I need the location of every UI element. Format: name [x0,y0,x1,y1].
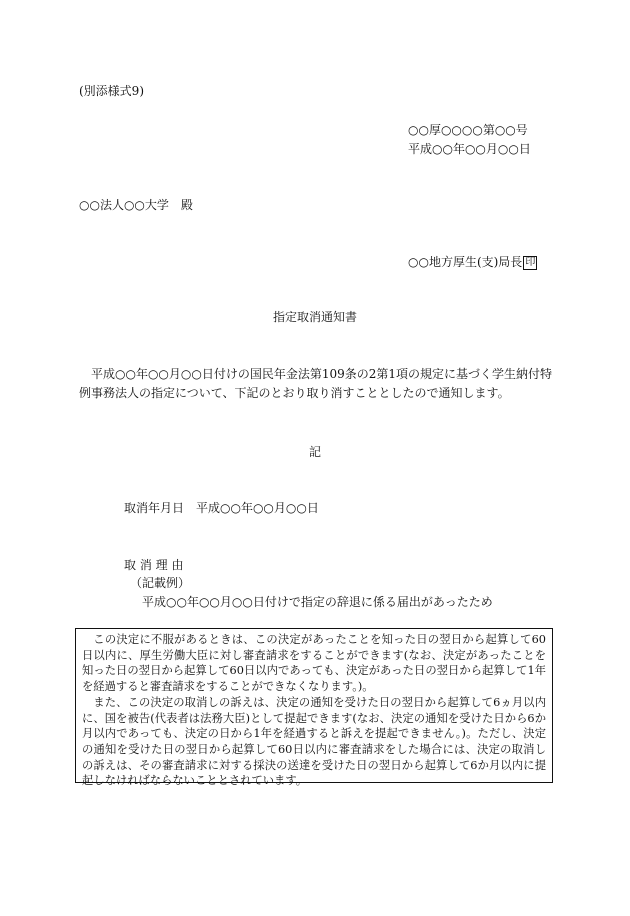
appeal-notice-paragraph-1: この決定に不服があるときは、この決定があったことを知った日の翌日から起算して60日以内に、厚生労働大臣に対し審査請求をすることができます(なお、決定があったことを知った日の翌日から起算して60日以内であっても、決定があった日の翌日から起算して1年を経過すると審査請求をすることができなくなります。)。 [82,633,546,694]
body-line-1: 平成○○年○○月○○日付けの国民年金法第109条の2第1項の規定に基づく学生納付特 [91,367,553,381]
ki-heading: 記 [308,445,321,459]
document-title: 指定取消通知書 [272,310,357,324]
issuer-line [408,254,537,270]
cancel-date-label: 取消年月日 [124,501,185,515]
reason-example-label: （記載例） [130,576,191,590]
seal-mark: 印 [525,257,536,268]
form-label: (別添様式9) [79,84,144,98]
reason-heading: 取 消 理 由 [124,558,184,572]
appeal-notice-paragraph-2: また、この決定の取消しの訴えは、決定の通知を受けた日の翌日から起算して6ヵ月以内に、国を被告(代表者は法務大臣)として提起できます(なお、決定の通知を受けた日から6か月以内であっても、決定の日から1年を経過すると訴えを提起できません。)。ただし、決定の通知を受けた日の翌日から起算して60日以内に審査請求をした場合には、決定の取消しの訴えは、その審査請求に対する採決の送達を受けた日の翌日から起算して6か月以内に提起しなければならないこととされています。 [82,695,546,788]
body-line-2: 例事務法人の指定について、下記のとおり取り消すこととしたので通知します。 [79,386,510,400]
reason-example-text: 平成○○年○○月○○日付けで指定の辞退に係る届出があったため [142,595,493,609]
issuer: ○○地方厚生(支)局長 [408,255,523,269]
appeal-notice-box [75,628,553,788]
document-number: ○○厚○○○○第○○号 [408,123,528,137]
cancel-date-value: 平成○○年○○月○○日 [196,501,319,515]
document-date: 平成○○年○○月○○日 [408,142,531,156]
addressee: ○○法人○○大学 殿 [79,198,193,212]
